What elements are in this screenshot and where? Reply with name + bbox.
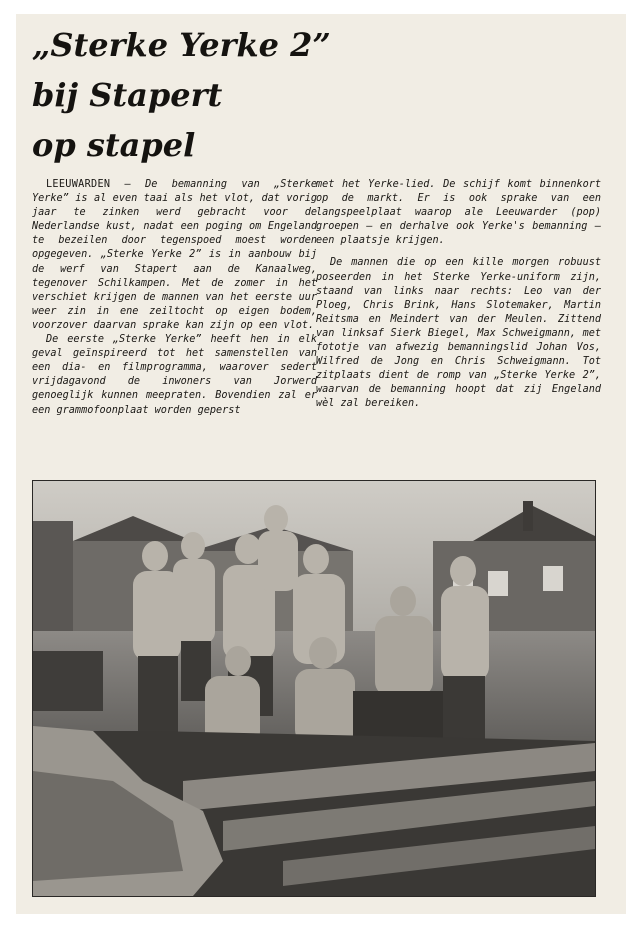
crew-photo [32,480,596,897]
headline-line-2: bij Stapert [32,76,223,114]
crew-photo-illustration [33,481,595,896]
photo-caption: De mannen die op een kille morgen robuust poseerden in het Sterke Yerke-uniform zijn, staand van links naar rechts: Leo van der Ploeg, Chris Brink, Hans Slotemaker, Martin Reitsma en Meindert van der Meulen. Zittend van linksaf Sierk Biegel, Max Schweigmann, met fototje van afwezig bemanningslid Johan Vos, Wilfred de Jong en Chris Schweigmann. Tot zitplaats dient de romp van „Sterke Yerke 2”, waarvan de bemanning hoopt dat zij Engeland wèl zal bereiken. [316,257,601,410]
dateline: LEEUWARDEN [46,179,111,190]
newspaper-clipping [16,14,626,914]
headline-line-3: op stapel [32,126,196,164]
article-column-left [32,178,317,418]
article-column-right [316,178,601,412]
paragraph: De eerste „Sterke Yerke” heeft hen in elk geval geïnspireerd tot het samenstellen van een dia- en filmprogramma, waarover sedert vrijdagavond de inwoners van Jorwerd genoeglijk kunnen meepraten. Bovendien zal er een grammofoonplaat worden geperst [32,334,317,416]
paragraph: met het Yerke-lied. De schijf komt binnenkort op de markt. Er is ook sprake van een langspeelplaat waarop ale Leeuwarder (pop) groepen — en derhalve ook Yerke's bemanning — een plaatsje krijgen. [316,179,601,247]
paragraph-text: — De bemanning van „Sterke Yerke” is al even taai als het vlot, dat vorig jaar te zinken werd gebracht voor de Nederlandse kust, nadat een poging om Engeland te bezeilen door tegenspoed moest worden opgegeven. „Sterke Yerke 2” is in aanbouw bij de werf van Stapert aan de Kanaalweg, tegenover Schilkampen. Met de zomer in het verschiet krijgen de mannen van het eerste uur weer zin in ene zeiltocht op eigen bodem, voorzover daarvan sprake kan zijn op een vlot. [32,179,317,331]
headline-line-1: „Sterke Yerke 2” [32,26,331,64]
paragraph [32,178,317,333]
headline [32,20,592,170]
